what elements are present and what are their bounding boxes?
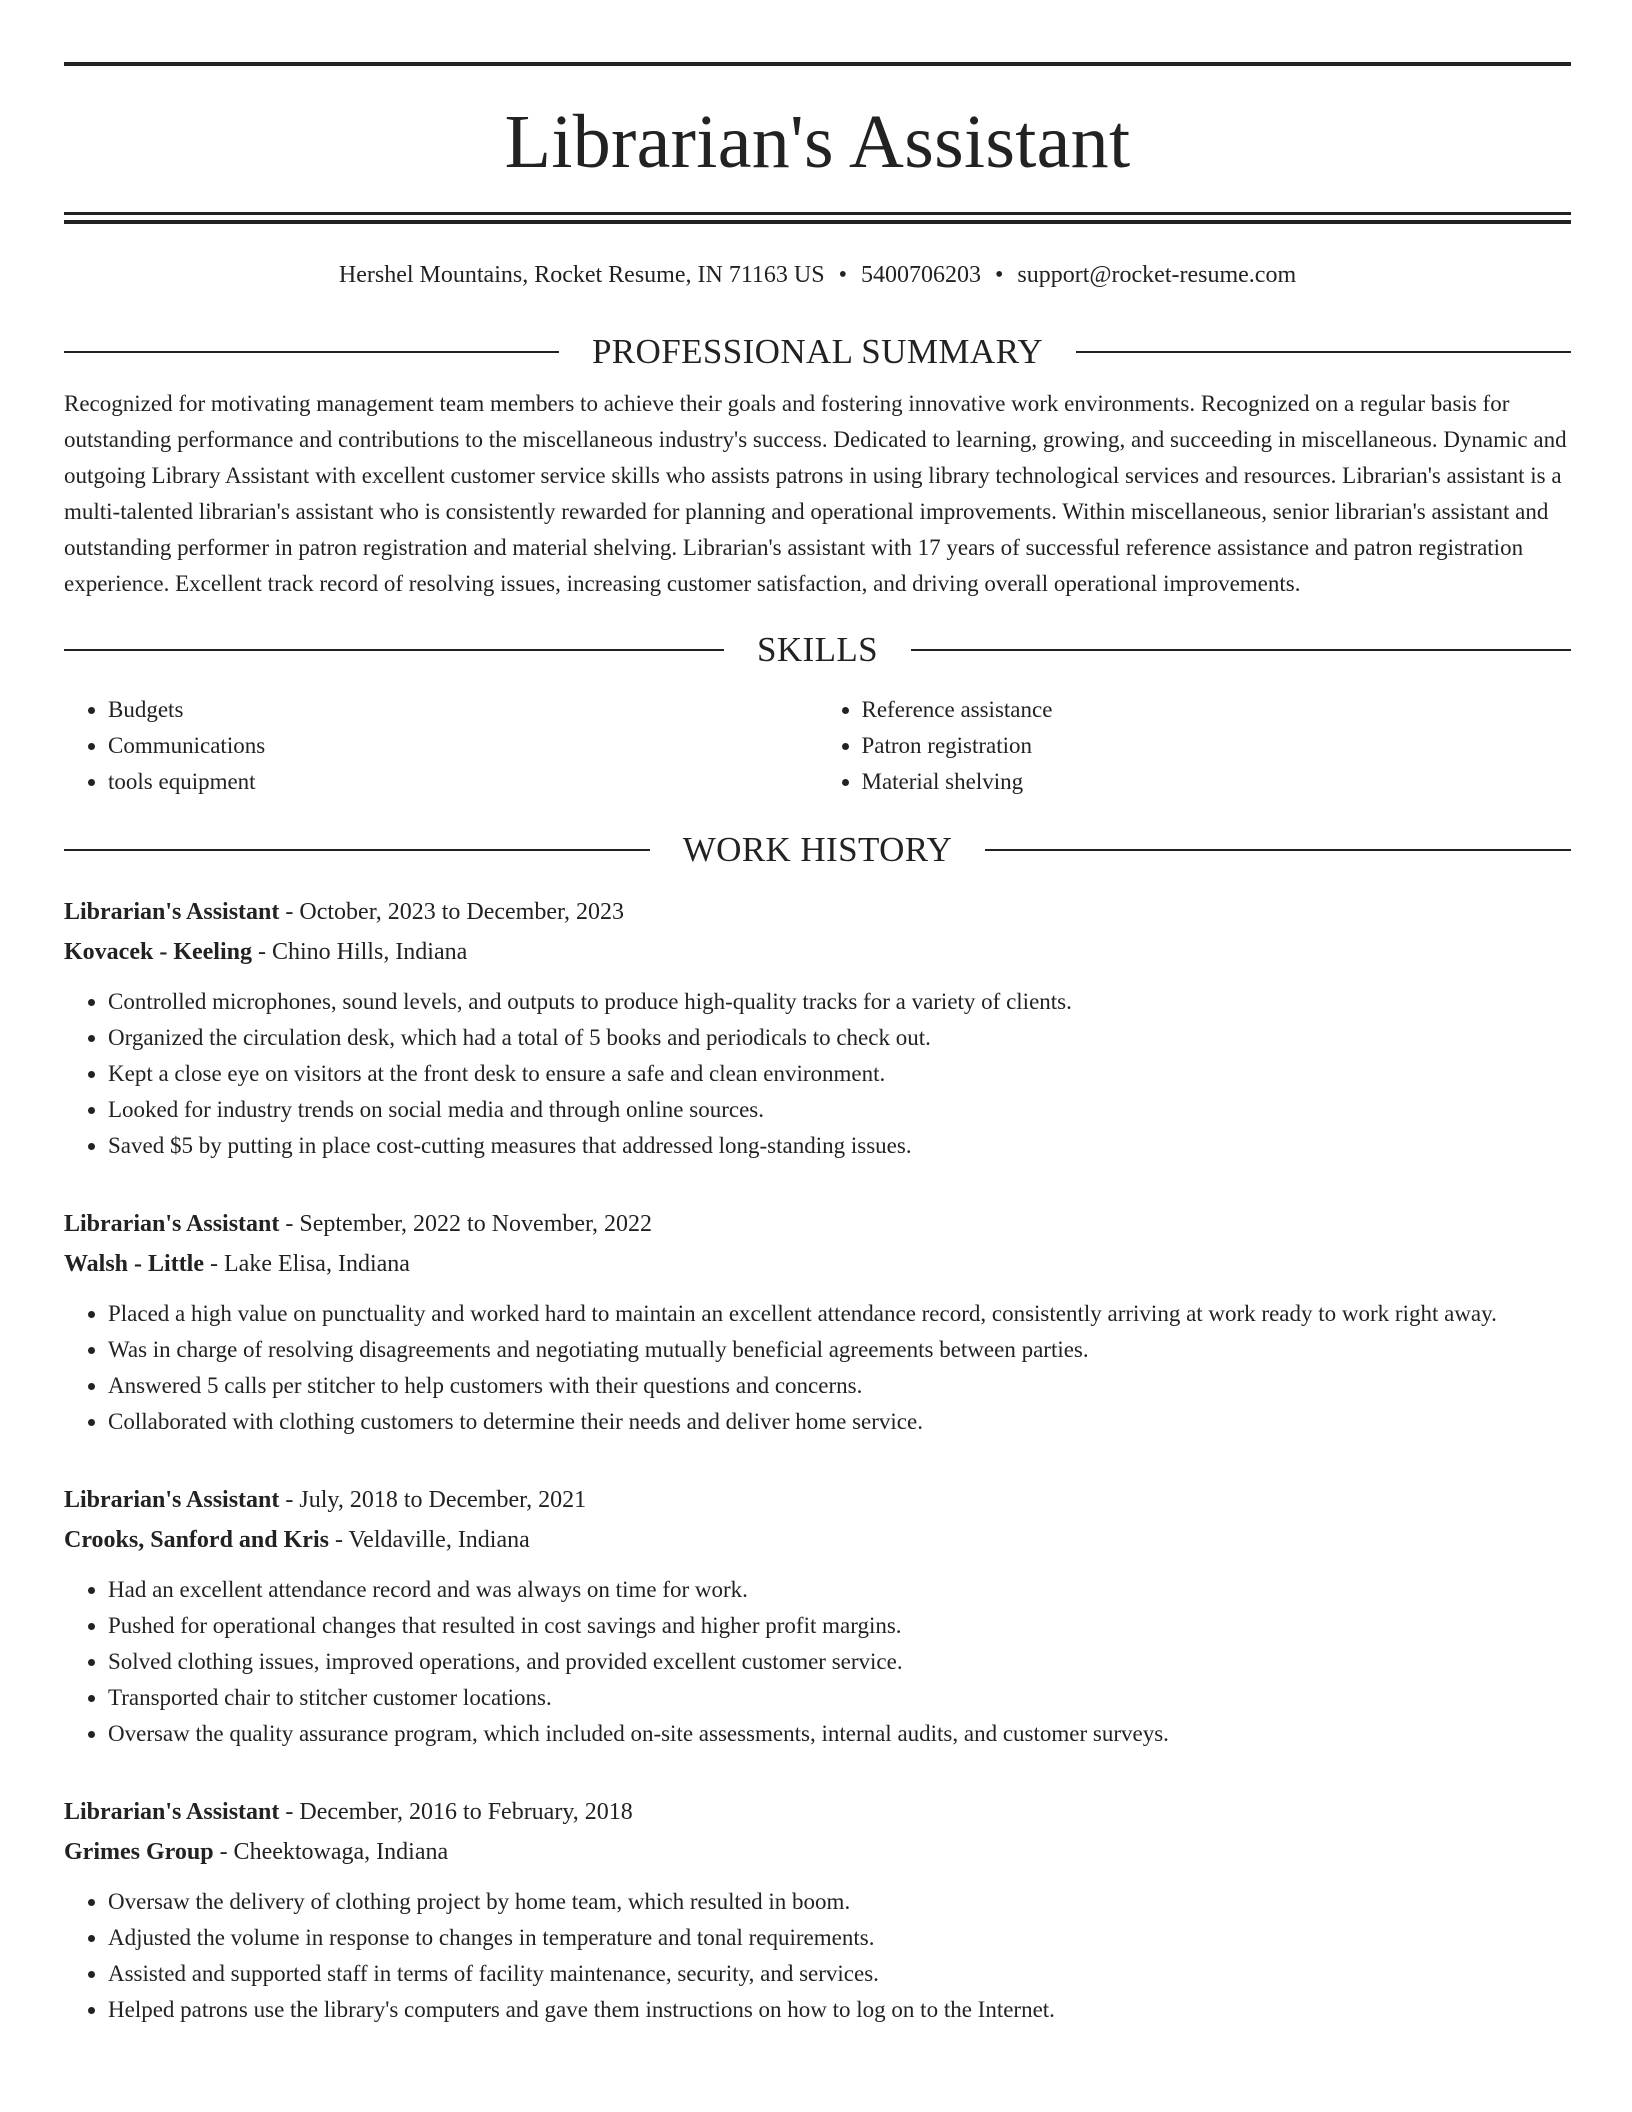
skills-list <box>64 692 1571 800</box>
job-bullets <box>64 1296 1571 1440</box>
job-title-line <box>64 1204 1571 1244</box>
contact-separator: • <box>838 262 848 288</box>
work-history-heading-text: WORK HISTORY <box>682 830 953 869</box>
work-history-heading <box>64 830 1571 870</box>
job-location: - Cheektowaga, Indiana <box>213 1839 449 1865</box>
resume-page <box>64 62 1571 2028</box>
job-bullet: • Oversaw the delivery of clothing project by home team, which resulted in boom. <box>108 1884 1571 1920</box>
job-title-line <box>64 892 1571 932</box>
job-location: - Chino Hills, Indiana <box>251 939 468 965</box>
skill-item: • Communications <box>108 728 818 764</box>
skills-column-left <box>64 692 818 800</box>
job-company-line <box>64 1244 1571 1284</box>
job-bullet: • Adjusted the volume in response to changes in temperature and tonal requirements. <box>108 1920 1571 1956</box>
job-company: Crooks, Sanford and Kris <box>64 1527 329 1553</box>
job-title: Librarian's Assistant <box>64 899 280 925</box>
skill-item: • Material shelving <box>862 764 1572 800</box>
job-bullet: • Helped patrons use the library's computers and gave them instructions on how to log on to the Internet. <box>108 1992 1571 2028</box>
job-bullet: • Controlled microphones, sound levels, and outputs to produce high-quality tracks for a variety of clients. <box>108 984 1571 1020</box>
job-bullet: • Placed a high value on punctuality and worked hard to maintain an excellent attendance record, consistently arriving at work ready to work right away. <box>108 1296 1571 1332</box>
title-double-rule <box>64 212 1571 224</box>
job-title-line <box>64 1792 1571 1832</box>
contact-email: support@rocket-resume.com <box>1017 262 1297 288</box>
job-company: Kovacek - Keeling <box>64 939 252 965</box>
job-company-line <box>64 1832 1571 1872</box>
job-title: Librarian's Assistant <box>64 1211 280 1237</box>
job-bullets <box>64 1884 1571 2028</box>
job-title: Librarian's Assistant <box>64 1799 280 1825</box>
job-entry <box>64 1204 1571 1440</box>
job-dates: - September, 2022 to November, 2022 <box>279 1211 653 1237</box>
job-bullet: • Organized the circulation desk, which had a total of 5 books and periodicals to check out. <box>108 1020 1571 1056</box>
job-dates: - October, 2023 to December, 2023 <box>279 899 625 925</box>
job-bullet: • Pushed for operational changes that resulted in cost savings and higher profit margins. <box>108 1608 1571 1644</box>
job-bullet: • Assisted and supported staff in terms of facility maintenance, security, and services. <box>108 1956 1571 1992</box>
job-location: - Veldaville, Indiana <box>328 1527 530 1553</box>
job-bullet: • Solved clothing issues, improved operations, and provided excellent customer service. <box>108 1644 1571 1680</box>
job-dates: - December, 2016 to February, 2018 <box>279 1799 633 1825</box>
skill-item: • Budgets <box>108 692 818 728</box>
job-entry <box>64 1480 1571 1752</box>
job-bullet: • Collaborated with clothing customers to determine their needs and deliver home service. <box>108 1404 1571 1440</box>
skill-item: • tools equipment <box>108 764 818 800</box>
job-bullet: • Answered 5 calls per stitcher to help customers with their questions and concerns. <box>108 1368 1571 1404</box>
job-title: Librarian's Assistant <box>64 1487 280 1513</box>
contact-line <box>64 260 1571 290</box>
job-entry <box>64 892 1571 1164</box>
job-bullet: • Had an excellent attendance record and was always on time for work. <box>108 1572 1571 1608</box>
contact-phone: 5400706203 <box>861 262 982 288</box>
job-bullet: • Kept a close eye on visitors at the front desk to ensure a safe and clean environment. <box>108 1056 1571 1092</box>
job-bullet: • Oversaw the quality assurance program, which included on-site assessments, internal audits, and customer surveys. <box>108 1716 1571 1752</box>
job-bullets <box>64 984 1571 1164</box>
skill-item: • Reference assistance <box>862 692 1572 728</box>
top-rule <box>64 62 1571 66</box>
skill-item: • Patron registration <box>862 728 1572 764</box>
job-title-line <box>64 1480 1571 1520</box>
summary-heading <box>64 332 1571 372</box>
skills-column-right <box>818 692 1572 800</box>
job-bullet: • Was in charge of resolving disagreements and negotiating mutually beneficial agreements between parties. <box>108 1332 1571 1368</box>
job-company: Walsh - Little <box>64 1251 205 1277</box>
job-company-line <box>64 932 1571 972</box>
job-bullets <box>64 1572 1571 1752</box>
job-company: Grimes Group <box>64 1839 214 1865</box>
job-bullet: • Saved $5 by putting in place cost-cutting measures that addressed long-standing issues. <box>108 1128 1571 1164</box>
contact-separator: • <box>995 262 1004 288</box>
skills-heading <box>64 630 1571 670</box>
skills-heading-text: SKILLS <box>756 630 879 669</box>
summary-heading-text: PROFESSIONAL SUMMARY <box>591 332 1044 371</box>
job-company-line <box>64 1520 1571 1560</box>
job-bullet: • Transported chair to stitcher customer locations. <box>108 1680 1571 1716</box>
job-dates: - July, 2018 to December, 2021 <box>279 1487 587 1513</box>
job-entry <box>64 1792 1571 2028</box>
contact-address: Hershel Mountains, Rocket Resume, IN 71163 US <box>338 262 825 288</box>
resume-title: Librarian's Assistant <box>504 100 1131 184</box>
summary-text: Recognized for motivating management team members to achieve their goals and fostering innovative work environments. Recognized on a regular basis for outstanding performance and contributions to the miscellaneous industry's success. Dedicated to learning, growing, and succeeding in miscellaneous. Dynamic and outgoing Library Assistant with excellent customer service skills who assists patrons in using library technological services and resources. Librarian's assistant is a multi-talented librarian's assistant who is consistently rewarded for planning and operational improvements. Within miscellaneous, senior librarian's assistant and outstanding performer in patron registration and material shelving. Librarian's assistant with 17 years of successful reference assistance and patron registration experience. Excellent track record of resolving issues, increasing customer satisfaction, and driving overall operational improvements. <box>64 391 1567 596</box>
job-bullet: • Looked for industry trends on social media and through online sources. <box>108 1092 1571 1128</box>
job-location: - Lake Elisa, Indiana <box>204 1251 410 1277</box>
